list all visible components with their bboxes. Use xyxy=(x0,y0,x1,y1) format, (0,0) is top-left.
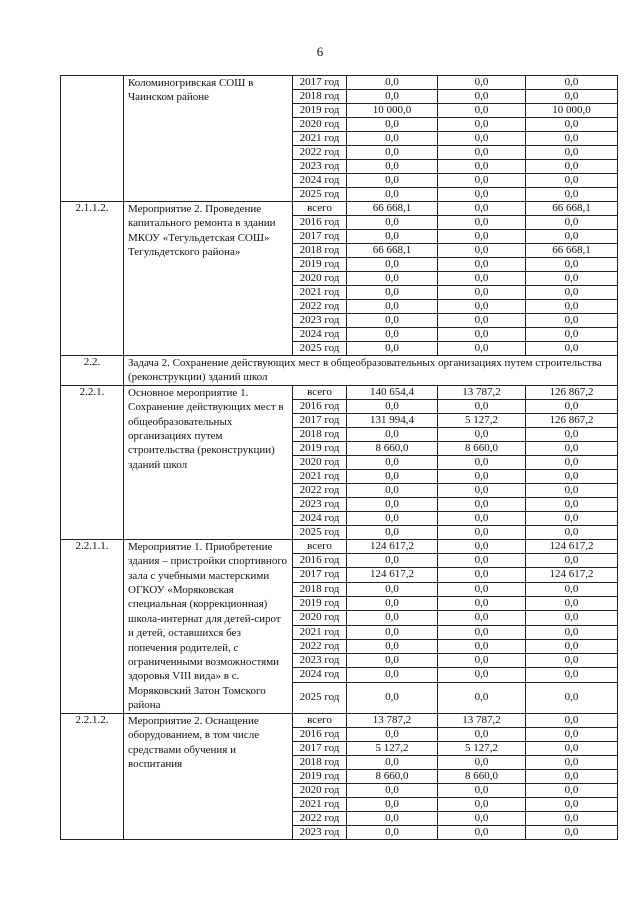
federal-value-cell: 0,0 xyxy=(526,811,618,825)
federal-value-cell: 126 867,2 xyxy=(526,413,618,427)
total-value-cell: 0,0 xyxy=(347,497,438,511)
period-cell: 2016 год xyxy=(293,399,347,413)
total-value-cell: 0,0 xyxy=(347,174,438,188)
federal-value-cell: 0,0 xyxy=(526,160,618,174)
regional-value-cell: 0,0 xyxy=(438,146,526,160)
federal-value-cell: 0,0 xyxy=(526,727,618,741)
federal-value-cell: 66 668,1 xyxy=(526,244,618,258)
federal-value-cell: 0,0 xyxy=(526,596,618,610)
regional-value-cell: 5 127,2 xyxy=(438,741,526,755)
period-cell: всего xyxy=(293,713,347,727)
period-cell: 2019 год xyxy=(293,258,347,272)
item-description: Мероприятие 1. Приобретение здания – пристройки спортивного зала с учебными мастерскими ОГКОУ «Моряковская специальная (коррекционная) школа-интернат для детей-сирот и детей, оставшихся без попечения родителей, с ограниченными возможностями здоровья VIII вида» в с. Моряковский Затон Томского района xyxy=(124,539,293,713)
regional-value-cell: 0,0 xyxy=(438,783,526,797)
federal-value-cell: 0,0 xyxy=(526,511,618,525)
regional-value-cell: 0,0 xyxy=(438,76,526,90)
regional-value-cell: 0,0 xyxy=(438,104,526,118)
task-row xyxy=(61,356,618,386)
total-value-cell: 0,0 xyxy=(347,682,438,713)
regional-value-cell: 0,0 xyxy=(438,160,526,174)
federal-value-cell: 0,0 xyxy=(526,497,618,511)
regional-value-cell: 0,0 xyxy=(438,511,526,525)
period-cell: 2022 год xyxy=(293,483,347,497)
period-cell: 2017 год xyxy=(293,413,347,427)
federal-value-cell: 66 668,1 xyxy=(526,202,618,216)
total-value-cell: 0,0 xyxy=(347,146,438,160)
federal-value-cell: 0,0 xyxy=(526,483,618,497)
table-row xyxy=(61,76,618,90)
federal-value-cell: 10 000,0 xyxy=(526,104,618,118)
federal-value-cell: 0,0 xyxy=(526,668,618,682)
federal-value-cell: 0,0 xyxy=(526,272,618,286)
item-description: Основное мероприятие 1. Сохранение действующих мест в общеобразовательных организациях путем строительства (реконструкции) зданий школ xyxy=(124,385,293,539)
total-value-cell: 0,0 xyxy=(347,342,438,356)
total-value-cell: 0,0 xyxy=(347,118,438,132)
regional-value-cell: 0,0 xyxy=(438,342,526,356)
regional-value-cell: 0,0 xyxy=(438,118,526,132)
federal-value-cell: 0,0 xyxy=(526,76,618,90)
total-value-cell: 0,0 xyxy=(347,483,438,497)
total-value-cell: 66 668,1 xyxy=(347,202,438,216)
regional-value-cell: 0,0 xyxy=(438,625,526,639)
regional-value-cell: 0,0 xyxy=(438,230,526,244)
total-value-cell: 0,0 xyxy=(347,399,438,413)
federal-value-cell: 0,0 xyxy=(526,441,618,455)
total-value-cell: 0,0 xyxy=(347,639,438,653)
total-value-cell: 0,0 xyxy=(347,525,438,539)
regional-value-cell: 0,0 xyxy=(438,611,526,625)
period-cell: 2018 год xyxy=(293,582,347,596)
item-code: 2.2.1.2. xyxy=(61,713,124,839)
task-code: 2.2. xyxy=(61,356,124,386)
regional-value-cell: 0,0 xyxy=(438,811,526,825)
total-value-cell: 0,0 xyxy=(347,469,438,483)
period-cell: 2024 год xyxy=(293,668,347,682)
period-cell: 2016 год xyxy=(293,554,347,568)
regional-value-cell: 0,0 xyxy=(438,258,526,272)
period-cell: 2023 год xyxy=(293,825,347,839)
total-value-cell: 140 654,4 xyxy=(347,385,438,399)
total-value-cell: 10 000,0 xyxy=(347,104,438,118)
total-value-cell: 0,0 xyxy=(347,455,438,469)
total-value-cell: 0,0 xyxy=(347,511,438,525)
period-cell: 2025 год xyxy=(293,682,347,713)
period-cell: 2017 год xyxy=(293,741,347,755)
total-value-cell: 8 660,0 xyxy=(347,441,438,455)
regional-value-cell: 0,0 xyxy=(438,216,526,230)
item-code: 2.2.1. xyxy=(61,385,124,539)
period-cell: 2021 год xyxy=(293,625,347,639)
period-cell: 2024 год xyxy=(293,174,347,188)
federal-value-cell: 0,0 xyxy=(526,188,618,202)
period-cell: 2021 год xyxy=(293,469,347,483)
total-value-cell: 0,0 xyxy=(347,160,438,174)
federal-value-cell: 124 617,2 xyxy=(526,568,618,582)
page-number: 6 xyxy=(316,44,324,59)
period-cell: 2020 год xyxy=(293,611,347,625)
period-cell: 2019 год xyxy=(293,441,347,455)
regional-value-cell: 0,0 xyxy=(438,483,526,497)
period-cell: 2021 год xyxy=(293,286,347,300)
federal-value-cell: 0,0 xyxy=(526,713,618,727)
regional-value-cell: 0,0 xyxy=(438,568,526,582)
regional-value-cell: 0,0 xyxy=(438,286,526,300)
total-value-cell: 13 787,2 xyxy=(347,713,438,727)
task-description: Задача 2. Сохранение действующих мест в общеобразовательных организациях путем строительства (реконструкции) зданий школ xyxy=(124,356,618,386)
period-cell: 2017 год xyxy=(293,76,347,90)
total-value-cell: 0,0 xyxy=(347,668,438,682)
period-cell: 2017 год xyxy=(293,230,347,244)
regional-value-cell: 0,0 xyxy=(438,244,526,258)
regional-value-cell: 0,0 xyxy=(438,469,526,483)
regional-value-cell: 0,0 xyxy=(438,314,526,328)
period-cell: 2018 год xyxy=(293,755,347,769)
federal-value-cell: 124 617,2 xyxy=(526,539,618,553)
total-value-cell: 0,0 xyxy=(347,755,438,769)
regional-value-cell: 0,0 xyxy=(438,582,526,596)
regional-value-cell: 0,0 xyxy=(438,497,526,511)
federal-value-cell: 0,0 xyxy=(526,797,618,811)
federal-value-cell: 0,0 xyxy=(526,825,618,839)
period-cell: 2019 год xyxy=(293,596,347,610)
total-value-cell: 0,0 xyxy=(347,272,438,286)
period-cell: 2016 год xyxy=(293,216,347,230)
item-code: 2.1.1.2. xyxy=(61,202,124,356)
total-value-cell: 0,0 xyxy=(347,286,438,300)
period-cell: 2022 год xyxy=(293,639,347,653)
federal-value-cell: 0,0 xyxy=(526,611,618,625)
federal-value-cell: 0,0 xyxy=(526,399,618,413)
federal-value-cell: 0,0 xyxy=(526,118,618,132)
total-value-cell: 0,0 xyxy=(347,654,438,668)
total-value-cell: 0,0 xyxy=(347,230,438,244)
period-cell: 2022 год xyxy=(293,146,347,160)
total-value-cell: 124 617,2 xyxy=(347,539,438,553)
regional-value-cell: 0,0 xyxy=(438,328,526,342)
regional-value-cell: 0,0 xyxy=(438,188,526,202)
total-value-cell: 0,0 xyxy=(347,797,438,811)
regional-value-cell: 8 660,0 xyxy=(438,769,526,783)
federal-value-cell: 0,0 xyxy=(526,582,618,596)
total-value-cell: 0,0 xyxy=(347,300,438,314)
regional-value-cell: 0,0 xyxy=(438,554,526,568)
total-value-cell: 0,0 xyxy=(347,554,438,568)
period-cell: 2025 год xyxy=(293,342,347,356)
period-cell: всего xyxy=(293,202,347,216)
federal-value-cell: 0,0 xyxy=(526,314,618,328)
total-value-cell: 0,0 xyxy=(347,811,438,825)
regional-value-cell: 0,0 xyxy=(438,825,526,839)
period-cell: 2020 год xyxy=(293,118,347,132)
period-cell: 2020 год xyxy=(293,455,347,469)
federal-value-cell: 0,0 xyxy=(526,755,618,769)
period-cell: 2021 год xyxy=(293,132,347,146)
regional-value-cell: 0,0 xyxy=(438,300,526,314)
total-value-cell: 131 994,4 xyxy=(347,413,438,427)
federal-value-cell: 126 867,2 xyxy=(526,385,618,399)
period-cell: 2022 год xyxy=(293,300,347,314)
federal-value-cell: 0,0 xyxy=(526,216,618,230)
period-cell: 2023 год xyxy=(293,160,347,174)
federal-value-cell: 0,0 xyxy=(526,682,618,713)
period-cell: 2025 год xyxy=(293,525,347,539)
federal-value-cell: 0,0 xyxy=(526,654,618,668)
total-value-cell: 0,0 xyxy=(347,258,438,272)
period-cell: всего xyxy=(293,385,347,399)
regional-value-cell: 0,0 xyxy=(438,755,526,769)
table-row xyxy=(61,385,618,399)
regional-value-cell: 0,0 xyxy=(438,525,526,539)
regional-value-cell: 0,0 xyxy=(438,654,526,668)
item-description: Мероприятие 2. Оснащение оборудованием, в том числе средствами обучения и воспитания xyxy=(124,713,293,839)
total-value-cell: 0,0 xyxy=(347,328,438,342)
table-row xyxy=(61,202,618,216)
regional-value-cell: 0,0 xyxy=(438,727,526,741)
total-value-cell: 124 617,2 xyxy=(347,568,438,582)
item-description: Коломиногривская СОШ в Чаинском районе xyxy=(124,76,293,202)
table-row xyxy=(61,539,618,553)
regional-value-cell: 0,0 xyxy=(438,90,526,104)
period-cell: 2023 год xyxy=(293,654,347,668)
federal-value-cell: 0,0 xyxy=(526,90,618,104)
federal-value-cell: 0,0 xyxy=(526,230,618,244)
federal-value-cell: 0,0 xyxy=(526,554,618,568)
period-cell: всего xyxy=(293,539,347,553)
regional-value-cell: 13 787,2 xyxy=(438,713,526,727)
regional-value-cell: 0,0 xyxy=(438,455,526,469)
period-cell: 2023 год xyxy=(293,497,347,511)
item-description: Мероприятие 2. Проведение капитального ремонта в здании МКОУ «Тегульдетская СОШ» Тегульдетского района» xyxy=(124,202,293,356)
period-cell: 2019 год xyxy=(293,769,347,783)
total-value-cell: 0,0 xyxy=(347,783,438,797)
period-cell: 2018 год xyxy=(293,90,347,104)
regional-value-cell: 13 787,2 xyxy=(438,385,526,399)
period-cell: 2018 год xyxy=(293,427,347,441)
total-value-cell: 0,0 xyxy=(347,132,438,146)
period-cell: 2023 год xyxy=(293,314,347,328)
regional-value-cell: 0,0 xyxy=(438,132,526,146)
federal-value-cell: 0,0 xyxy=(526,174,618,188)
regional-value-cell: 0,0 xyxy=(438,174,526,188)
regional-value-cell: 0,0 xyxy=(438,202,526,216)
regional-value-cell: 0,0 xyxy=(438,668,526,682)
regional-value-cell: 0,0 xyxy=(438,682,526,713)
period-cell: 2020 год xyxy=(293,783,347,797)
total-value-cell: 0,0 xyxy=(347,314,438,328)
total-value-cell: 0,0 xyxy=(347,216,438,230)
total-value-cell: 0,0 xyxy=(347,727,438,741)
federal-value-cell: 0,0 xyxy=(526,258,618,272)
period-cell: 2024 год xyxy=(293,328,347,342)
regional-value-cell: 0,0 xyxy=(438,539,526,553)
federal-value-cell: 0,0 xyxy=(526,639,618,653)
regional-value-cell: 0,0 xyxy=(438,399,526,413)
budget-table-body xyxy=(61,76,618,840)
federal-value-cell: 0,0 xyxy=(526,342,618,356)
federal-value-cell: 0,0 xyxy=(526,469,618,483)
regional-value-cell: 0,0 xyxy=(438,272,526,286)
budget-table xyxy=(60,75,618,840)
federal-value-cell: 0,0 xyxy=(526,132,618,146)
regional-value-cell: 0,0 xyxy=(438,427,526,441)
regional-value-cell: 0,0 xyxy=(438,797,526,811)
federal-value-cell: 0,0 xyxy=(526,300,618,314)
period-cell: 2016 год xyxy=(293,727,347,741)
period-cell: 2017 год xyxy=(293,568,347,582)
total-value-cell: 0,0 xyxy=(347,825,438,839)
regional-value-cell: 0,0 xyxy=(438,639,526,653)
total-value-cell: 0,0 xyxy=(347,625,438,639)
federal-value-cell: 0,0 xyxy=(526,286,618,300)
federal-value-cell: 0,0 xyxy=(526,146,618,160)
regional-value-cell: 8 660,0 xyxy=(438,441,526,455)
total-value-cell: 5 127,2 xyxy=(347,741,438,755)
table-row xyxy=(61,713,618,727)
federal-value-cell: 0,0 xyxy=(526,741,618,755)
total-value-cell: 0,0 xyxy=(347,188,438,202)
total-value-cell: 0,0 xyxy=(347,90,438,104)
period-cell: 2021 год xyxy=(293,797,347,811)
federal-value-cell: 0,0 xyxy=(526,328,618,342)
period-cell: 2024 год xyxy=(293,511,347,525)
total-value-cell: 0,0 xyxy=(347,582,438,596)
federal-value-cell: 0,0 xyxy=(526,525,618,539)
federal-value-cell: 0,0 xyxy=(526,427,618,441)
total-value-cell: 8 660,0 xyxy=(347,769,438,783)
period-cell: 2018 год xyxy=(293,244,347,258)
period-cell: 2025 год xyxy=(293,188,347,202)
federal-value-cell: 0,0 xyxy=(526,769,618,783)
item-code xyxy=(61,76,124,202)
total-value-cell: 0,0 xyxy=(347,427,438,441)
period-cell: 2019 год xyxy=(293,104,347,118)
total-value-cell: 0,0 xyxy=(347,611,438,625)
item-code: 2.2.1.1. xyxy=(61,539,124,713)
federal-value-cell: 0,0 xyxy=(526,625,618,639)
regional-value-cell: 5 127,2 xyxy=(438,413,526,427)
total-value-cell: 0,0 xyxy=(347,596,438,610)
period-cell: 2022 год xyxy=(293,811,347,825)
total-value-cell: 66 668,1 xyxy=(347,244,438,258)
federal-value-cell: 0,0 xyxy=(526,455,618,469)
total-value-cell: 0,0 xyxy=(347,76,438,90)
regional-value-cell: 0,0 xyxy=(438,596,526,610)
period-cell: 2020 год xyxy=(293,272,347,286)
federal-value-cell: 0,0 xyxy=(526,783,618,797)
